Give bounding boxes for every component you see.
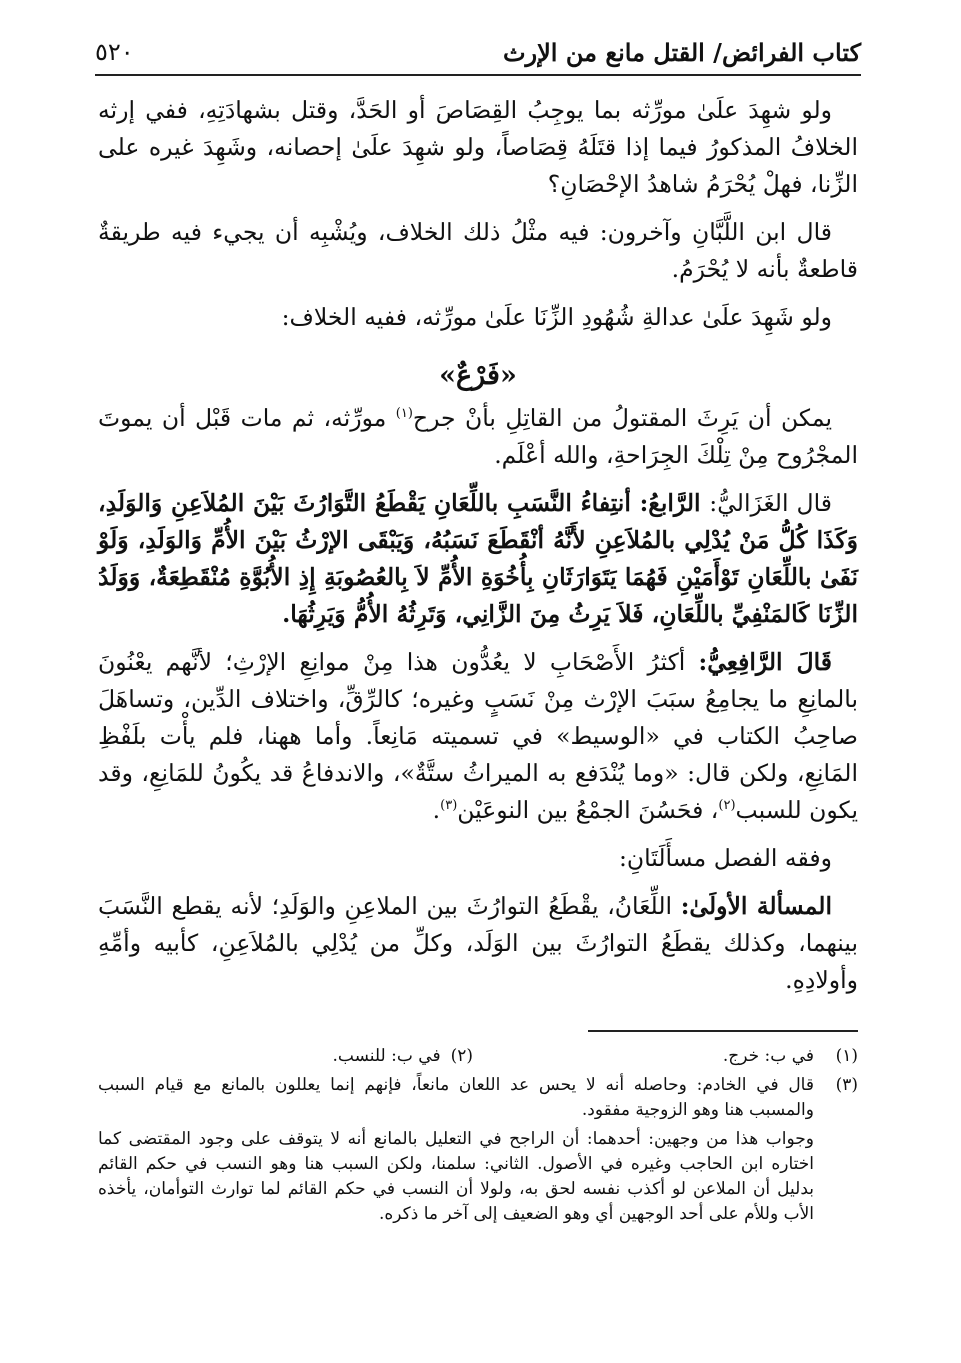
rafii-text: أكثرُ الأَصْحَابِ لا يعُدُّون هذا مِنْ موانِعِ الإرْثِ؛ لأنَّهم يعْنُونَ بالمانِعِ ما يجامِعُ سبَبَ الإرْث مِنْ نَسَبٍ وغيره؛ كالرِّقِّ، واختلاف الدِّين، وتساهَلَ صاحِبُ الكتاب في «الوسيط» في تسميته مَانِعاً. وأما ههنا، فلم يأْت بلَفْظِ المَانِعِ، ولكن قال: «وما يُنْدَفع به الميراثُ ستَّةٌ»، والاندفاعُ قد يكُونُ للمَانِعِ، وقد يكون للسبب (98, 648, 858, 824)
paragraph-1: ولو شهِدَ علَىٰ مورِّثه بما يوجِبُ القِصَاصَ أو الحَدَّ، وقتل بشهادَتِهِ، ففي إرثه الخلافُ المذكورُ فيما إذا قتَلَهُ قِصَاصاً، ولو شهِدَ علَىٰ إحصانه، وشَهِدَ غيره على الزِّنا، فهلْ يُحْرَمُ شاهدُ الإحْصَانِ؟ (98, 96, 858, 198)
paragraph-4-tail: مورِّثه، ثم مات قَبْل أن يموتَ المجْرُوح مِنْ تِلْكَ الجِرَاحةِ، والله أعْلَم. (98, 404, 858, 469)
rafii-end: . (432, 796, 441, 824)
paragraph-6 (98, 644, 858, 829)
paragraph-4-text: يمكن أن يَرِثَ المقتولُ من القاتِلِ بأنْ جرح (412, 404, 832, 432)
ghazali-text: الرَّابعُ: أنتِفاءُ النَّسَبِ باللِّعَانِ يَقْطَعُ التَّوَارُثَ بَيْنَ المُلاَعِنِ وَالوَلَدِ، وَكَذَا كُلُّ مَنْ يُدْلِي بالمُلاَعِنِ لأَنَّهُ أنْقَطَعَ نَسَبُهُ، وَيَبْقَى الإرْثُ بَيْنَ الأُمِّ وَالوَلَدِ، وَلَوْ نَفَىٰ باللِّعَانِ تَوْأَمَيْنِ فَهُمَا يَتَوَارَثَانِ بِأُخُوَةِ الأُمِّ لاَ بِالعُصُوبَةِ إِذِ الأُبُوَّةِ مُنْقَطِعَةٌ، وَوَلَدُ الزِّنَا كَالمَنْفِيِّ باللِّعَانِ، فَلاَ يَرِثُ مِنَ الزَّانِي، وَتَرِثُهُ الأُمُّ وَيَرِثُهَا. (98, 489, 858, 628)
footnote-2 (98, 1044, 473, 1069)
paragraph-5 (98, 485, 858, 633)
footnotes (98, 1044, 858, 1227)
footnote-row-1-2 (98, 1044, 858, 1069)
first-issue-lead: المسألة الأولَىٰ: (680, 892, 832, 920)
footnote-2-number: (٢) (450, 1046, 473, 1066)
footnote-3 (98, 1073, 858, 1123)
main-text (98, 92, 858, 1010)
ghazali-lead: قال الغَزَاليُّ: (709, 489, 832, 517)
paragraph-2: قال ابن اللَّبَّانِ وآخرون: فيه مثْلُ ذلك الخلاف، ويُشْبِه أن يجيء فيه طريقةٌ قاطعةٌ بأنه لا يُحْرَمُ. (98, 218, 858, 283)
rafii-mid: ، فحَسُنَ الجمْعُ بين النوعَيْن (457, 796, 719, 824)
footnote-1 (483, 1044, 858, 1069)
running-title: كتاب الفرائض/ القتل مانع من الإرث (502, 37, 861, 67)
paragraph-8 (98, 888, 858, 999)
paragraph-3: ولو شَهِدَ علَىٰ عدالةِ شُهُودِ الزِّنَا علَىٰ مورِّثه، ففيه الخلاف: (281, 303, 832, 331)
footnote-1-text: في ب: خرج. (722, 1046, 814, 1066)
paragraph-4 (98, 400, 858, 474)
page-header (95, 30, 861, 76)
footnote-ref-3: (٣) (440, 798, 458, 814)
footnote-3-continuation: وجواب هذا من وجهين: أحدهما: أن الراجح في التعليل بالمانع أنه لا يتوقف على وجود المقتضى كما اختاره ابن الحاجب وغيره في الأصول. الثاني: سلمنا، ولكن السبب هنا وهو النسب في حكم القائم بدليل أن الملاعن لو أكذب نفسه لحق به، ولولا أن النسب في حكم القائم لما توارث التوأمان، يأخذه الأب وللأم على أحد الوجهين أي وهو الضعيف إلى آخر ما ذكره. (98, 1129, 814, 1224)
footnote-3-number: (٣) (835, 1075, 858, 1095)
section-heading: «فَرْعٌ» (439, 360, 517, 391)
footnote-3-text: قال في الخادم: وحاصله أنه لا يحس عد اللعان مانعاً، فإنهم إنما يعللون بالمانع مع قيام السبب والمسبب هنا وهو الزوجية مفقود. (98, 1075, 814, 1120)
rafii-lead: قَالَ الرَّافِعِيُّ: (698, 648, 832, 676)
first-issue-text: اللِّعَانُ، يقْطَعُ التوارُثَ بين الملاعِنِ والوَلَدِ؛ لأنه يقطع النَّسَبَ بينهما، وكذلك يقطَعُ التوارُثَ بين الوَلَد، وكلِّ من يُدْلِي بالمُلاَعِنِ، كأبيه وأمِّهِ وأولادِهِ. (98, 892, 858, 994)
footnote-ref-2: (٢) (718, 798, 736, 814)
page-number: ٥٢٠ (95, 38, 134, 66)
footnote-1-number: (١) (835, 1046, 858, 1066)
footnote-separator (588, 1030, 858, 1032)
paragraph-7: وفقه الفصل مسأَلَتَانِ: (618, 844, 832, 872)
footnote-ref-1: (١) (395, 406, 413, 422)
footnote-2-text: في ب: للنسب. (332, 1046, 441, 1066)
